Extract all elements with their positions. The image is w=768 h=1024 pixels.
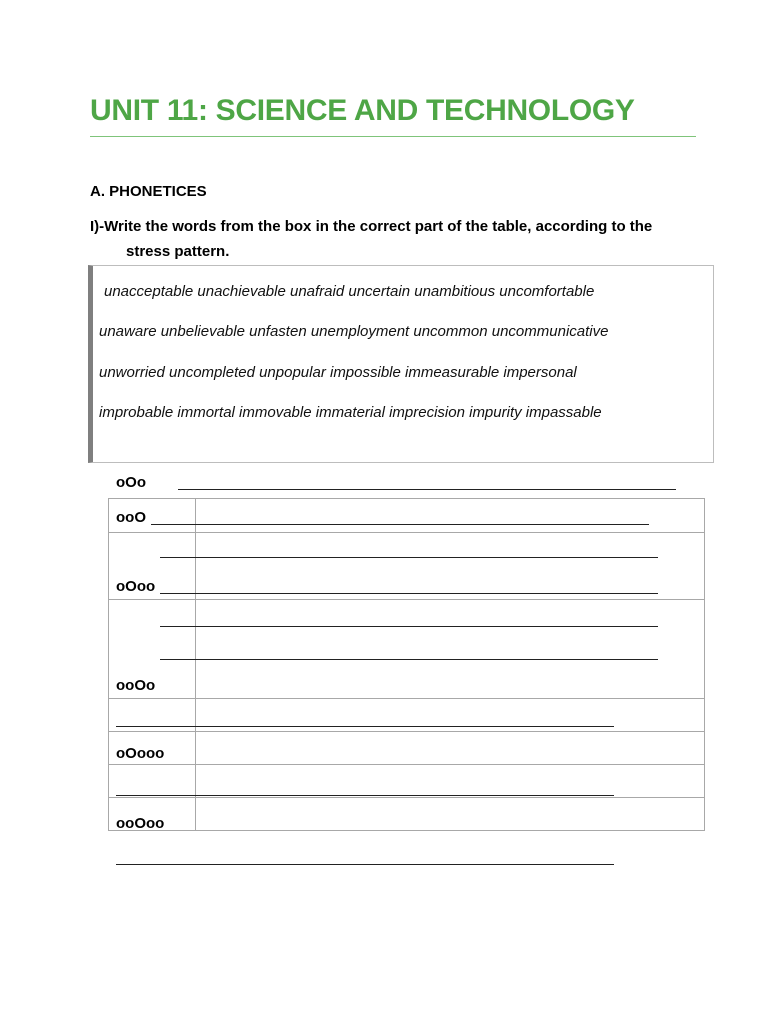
word-box — [88, 265, 714, 463]
word-box-line: improbable immortal immovable immaterial imprecision impurity impassable — [99, 404, 602, 421]
stress-pattern-table — [108, 498, 705, 831]
pattern-label-ooOoo: ooOoo — [116, 815, 165, 832]
instruction — [90, 214, 710, 264]
instruction-line-2: stress pattern. — [126, 243, 230, 260]
table-row-divider — [109, 599, 704, 600]
title-underline — [90, 136, 696, 137]
word-box-line: unacceptable unachievable unafraid uncertain unambitious uncomfortable — [104, 283, 595, 300]
instruction-line-1: I)-Write the words from the box in the correct part of the table, according to the — [90, 218, 653, 235]
pattern-label-oOoo: oOoo — [116, 578, 156, 595]
table-row-divider — [109, 698, 704, 699]
table-row-divider — [109, 731, 704, 732]
answer-blank[interactable] — [178, 489, 676, 490]
answer-blank[interactable] — [160, 659, 658, 660]
table-row-divider — [109, 532, 704, 533]
page-title: UNIT 11: SCIENCE AND TECHNOLOGY — [90, 94, 635, 127]
word-box-line: unworried uncompleted unpopular impossible immeasurable impersonal — [99, 364, 577, 381]
table-row-divider — [109, 797, 704, 798]
pattern-label-ooOo: ooOo — [116, 677, 156, 694]
section-heading: A. PHONETICES — [90, 183, 207, 200]
pattern-label-oOooo: oOooo — [116, 745, 165, 762]
answer-blank[interactable] — [160, 593, 658, 594]
answer-blank[interactable] — [116, 864, 614, 865]
answer-blank[interactable] — [151, 524, 649, 525]
table-row-divider — [109, 764, 704, 765]
answer-blank[interactable] — [116, 726, 614, 727]
answer-blank[interactable] — [160, 557, 658, 558]
pattern-label-ooO: ooO — [116, 509, 146, 526]
pattern-label-oOo: oOo — [116, 474, 146, 491]
answer-blank[interactable] — [116, 795, 614, 796]
answer-blank[interactable] — [160, 626, 658, 627]
table-column-divider — [195, 499, 196, 830]
word-box-line: unaware unbelievable unfasten unemployment uncommon uncommunicative — [99, 323, 609, 340]
